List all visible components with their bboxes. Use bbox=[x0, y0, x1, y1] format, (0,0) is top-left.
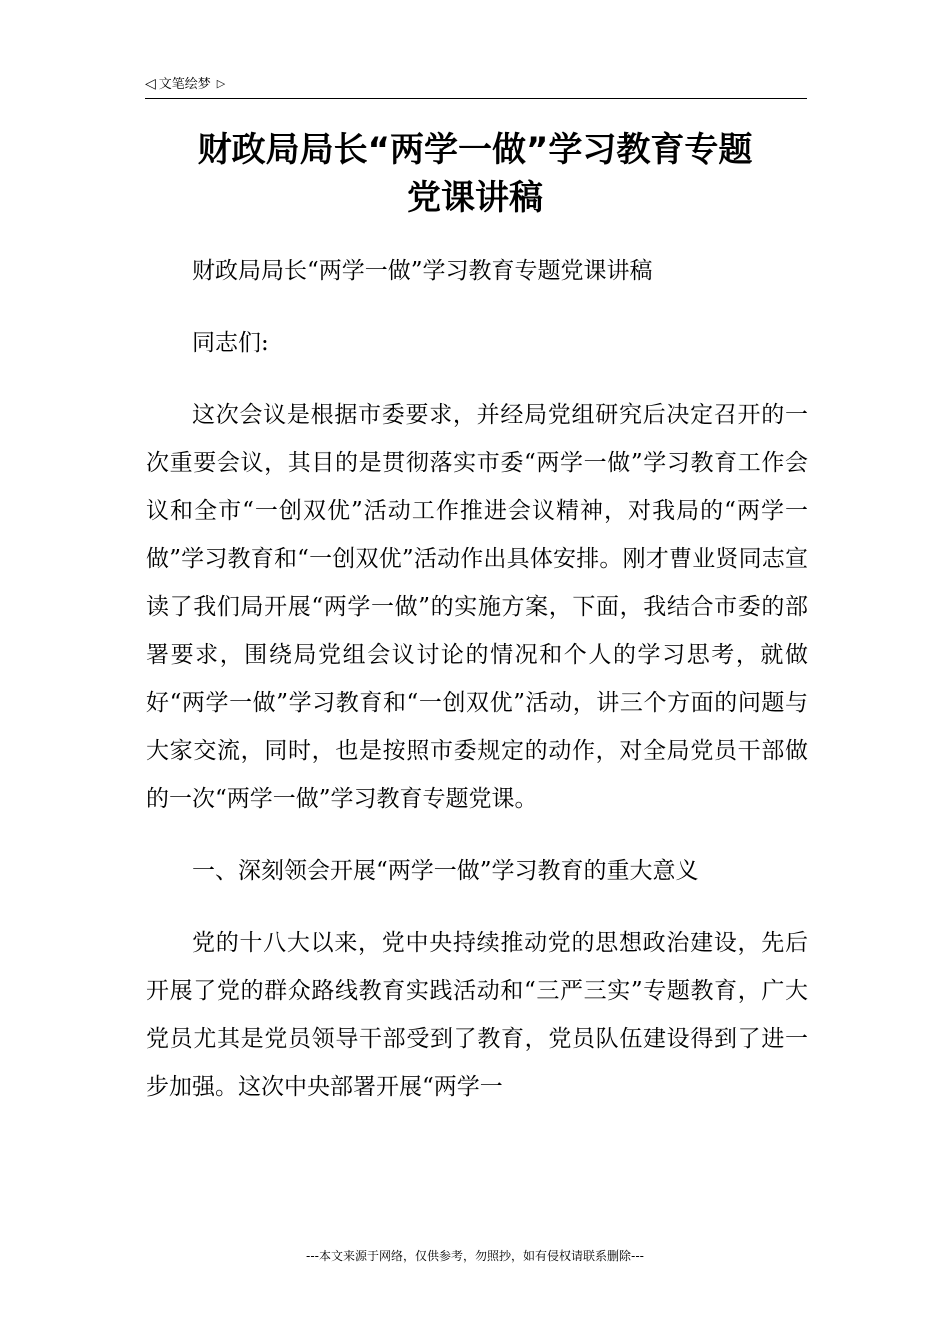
title-line-1: 财政局局长“两学一做”学习教育专题 bbox=[197, 130, 753, 170]
page-header bbox=[145, 74, 807, 99]
title-line-2: 党课讲稿 bbox=[407, 178, 543, 218]
right-triangle-icon: ▷ bbox=[216, 77, 226, 90]
document-body bbox=[146, 247, 808, 1135]
salutation-paragraph: 同志们: bbox=[192, 330, 269, 356]
subtitle-paragraph: 财政局局长“两学一做”学习教育专题党课讲稿 bbox=[192, 258, 653, 284]
left-triangle-icon: ◁ bbox=[145, 76, 156, 92]
section-heading: 一、深刻领会开展“两学一做”学习教育的重大意义 bbox=[192, 858, 699, 884]
section-paragraph: 党的十八大以来，党中央持续推动党的思想政治建设，先后开展了党的群众路线教育实践活动和“三严三实”专题教育，广大党员尤其是党员领导干部受到了教育，党员队伍建设得到了进一步加强。这次中央部署开展“两学一 bbox=[146, 930, 808, 1100]
header-brand: 文笔绘梦 bbox=[158, 77, 211, 92]
footer-notice: ---本文来源于网络，仅供参考，勿照抄，如有侵权请联系删除--- bbox=[306, 1249, 644, 1263]
document-title bbox=[130, 126, 820, 222]
intro-paragraph: 这次会议是根据市委要求，并经局党组研究后决定召开的一次重要会议，其目的是贯彻落实市委“两学一做”学习教育工作会议和全市“一创双优”活动工作推进会议精神，对我局的“两学一做”学习教育和“一创双优”活动作出具体安排。刚才曹业贤同志宣读了我们局开展“两学一做”的实施方案，下面，我结合市委的部署要求，围绕局党组会议讨论的情况和个人的学习思考，就做好“两学一做”学习教育和“一创双优”活动，讲三个方面的问题与大家交流，同时，也是按照市委规定的动作，对全局党员干部做的一次“两学一做”学习教育专题党课。 bbox=[146, 402, 808, 812]
